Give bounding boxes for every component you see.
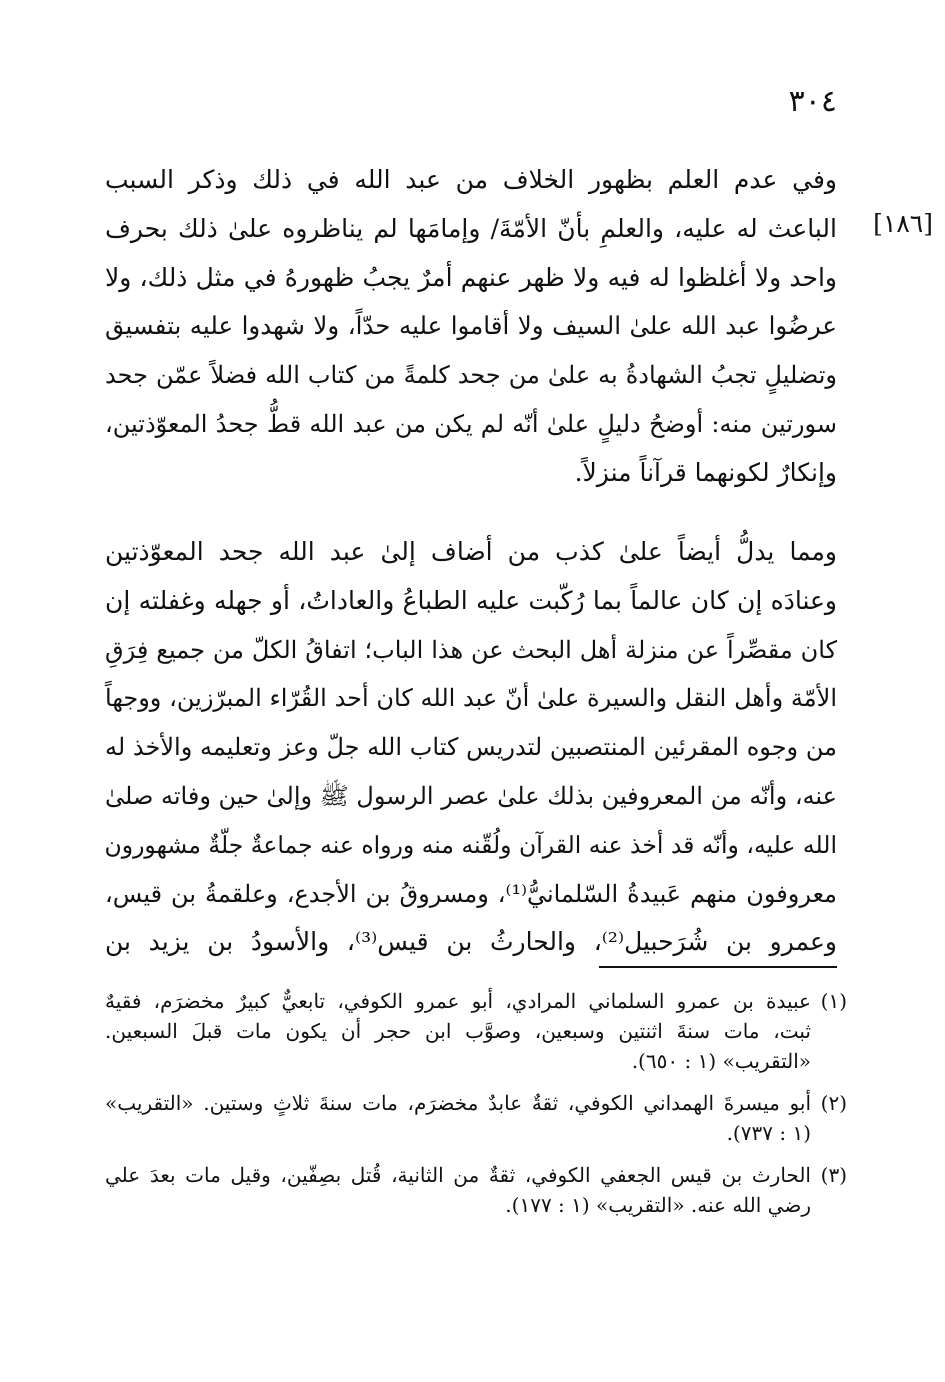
paragraph-line: عنه، وأنّه من المعروفين بذلك علىٰ عصر الرسول ﷺ وإلىٰ حين وفاته صلىٰ [105,781,837,810]
paragraph-line: ومما يدلُّ أيضاً علىٰ كذب من أضاف إلىٰ عبد الله جحد المعوّذتين [105,537,837,566]
footnote-2 [105,1088,847,1148]
footnote-number: (٣) [820,1163,847,1187]
paragraph-line: من وجوه المقرئين المنتصبين لتدريس كتاب الله جلّ وعز وتعليمه والأخذ له [105,733,837,762]
footnote-line: الحارث بن قيس الجعفي الكوفي، ثقةٌ من الثانية، قُتل بصِفّين، وقيل مات بعدَ علي [105,1163,811,1187]
paragraph-line: الأمّة وأهل النقل والسيرة علىٰ أنّ عبد الله كان أحد القُرّاء المبرّزين، ووجهاً [105,684,837,713]
footnote-line: أبو ميسرةَ الهمداني الكوفي، ثقةٌ عابدٌ مخضرَم، مات سنةَ ثلاثٍ وستين. «التقريب» [105,1091,811,1115]
footnote-1 [105,986,847,1076]
footnote-line: (١ : ٧٣٧). [726,1121,811,1145]
paragraph-line: الله عليه، وأنّه قد أخذ عنه القرآن ولُقّنه منه ورواه عنه جماعةٌ جلّةٌ مشهورون [104,830,837,859]
paragraph-line: وعنادَه إن كان عالماً بما رُكّبت عليه الطباعُ والعاداتُ، أو جهله وغفلته إن [105,585,837,615]
paragraph-line: معروفون منهم عَبيدةُ السّلمانيُّ⁽¹⁾، ومسروقُ بن الأجدع، وعلقمةُ بن قيس، [105,879,837,908]
footnote-line: رضي الله عنه. «التقريب» (١ : ١٧٧). [505,1193,811,1217]
margin-folio-reference: [١٨٦] [873,209,933,238]
paragraph-1 [105,156,837,498]
paragraph-line: وفي عدم العلم بظهور الخلاف من عبد الله في ذلك وذكر السبب [105,165,837,194]
paragraph-line: الباعث له عليه، والعلمِ بأنّ الأمّةَ/ وإمامَها لم يناظروه علىٰ ذلك بحرف [105,213,837,243]
footnote-line: عبيدة بن عمرو السلماني المرادي، أبو عمرو الكوفي، تابعيٌّ كبيرٌ مخضرَم، فقيهٌ [105,989,811,1013]
paragraph-line: عرضُوا عبد الله علىٰ السيف ولا أقاموا عليه حدّاً، ولا شهدوا عليه بتفسيق [105,311,837,341]
footnote-line: «التقريب» (١ : ٦٥٠). [631,1049,811,1073]
paragraph-line: واحد ولا أغلظوا له فيه ولا ظهر عنهم أمرٌ يجبُ ظهورهُ في مثل ذلك، ولا [105,262,837,292]
footnote-divider [599,966,837,968]
page-number: ٣٠٤ [788,84,837,119]
paragraph-line: كان مقصِّراً عن منزلة أهل البحث عن هذا الباب؛ اتفاقُ الكلّ من جميع فِرَقِ [105,635,838,664]
footnote-number: (٢) [820,1091,847,1115]
paragraph-line: وتضليلٍ تجبُ الشهادةُ به علىٰ من جحد كلمةً من كتاب الله فضلاً عمّن جحد [105,361,837,390]
paragraph-line: سورتين منه: أوضحُ دليلٍ علىٰ أنّه لم يكن من عبد الله قطُّ جحدُ المعوّذتين، [105,409,837,438]
footnotes [105,986,847,1232]
paragraph-line: وعمرو بن شُرَحبيل⁽²⁾، والحارثُ بن قيس⁽³⁾، والأسودُ بن يزيد بن [105,927,837,957]
footnote-number: (١) [820,989,847,1013]
paragraph-2 [105,528,837,967]
footnote-line: ثبت، مات سنةَ اثنتين وسبعين، وصوَّب ابن حجر أن يكون مات قبلَ السبعين. [105,1019,811,1043]
paragraph-line: وإنكارٌ لكونهما قرآناً منزلاً. [574,457,837,487]
footnote-3 [105,1160,847,1220]
